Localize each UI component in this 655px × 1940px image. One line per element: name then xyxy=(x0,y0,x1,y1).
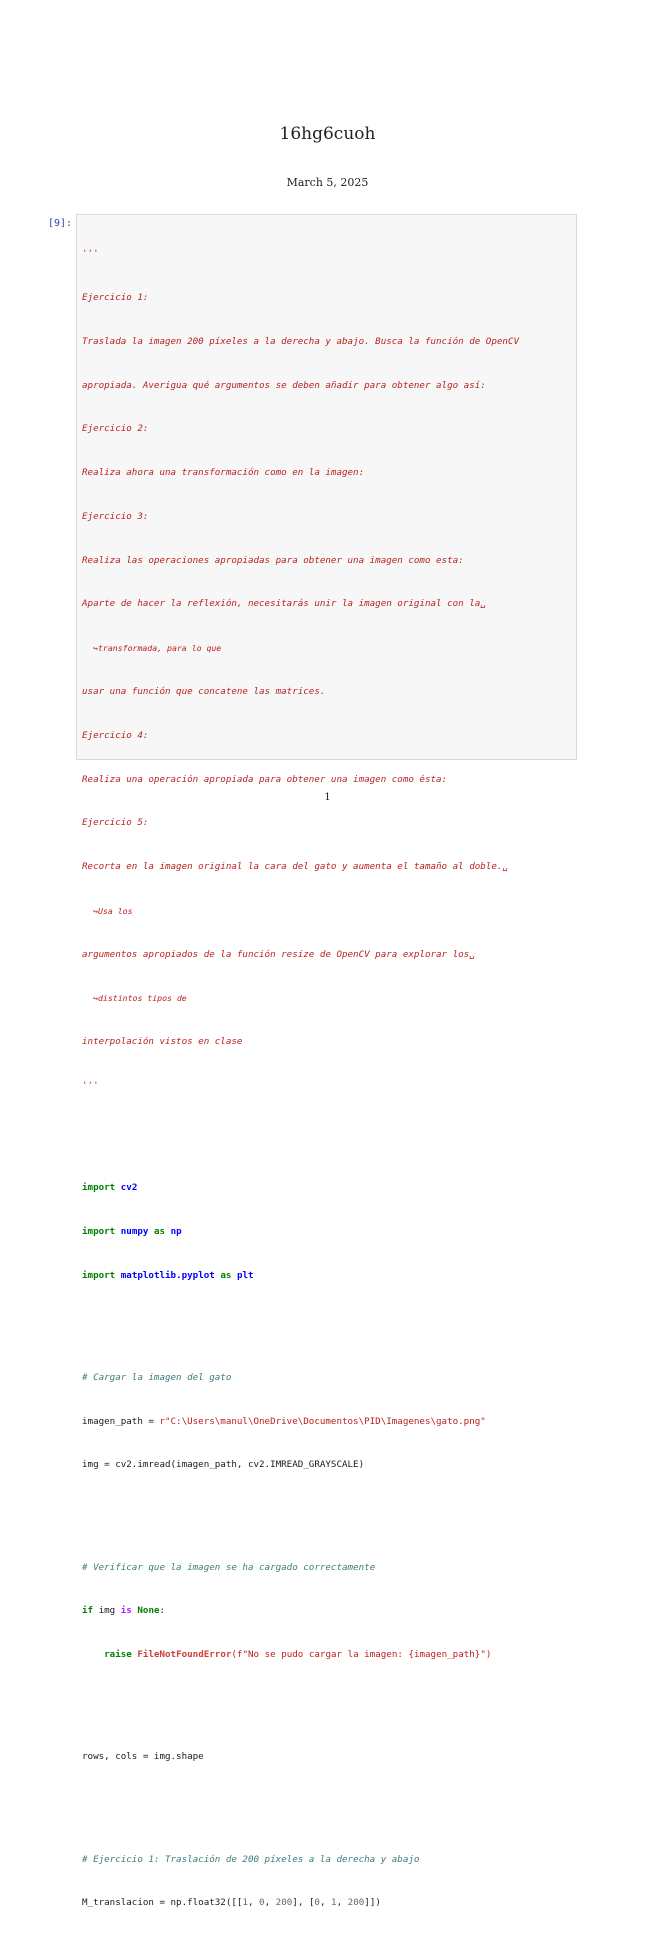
exception-name: FileNotFoundError xyxy=(137,1649,232,1661)
separator: , xyxy=(264,1897,276,1909)
docstring-text: apropiada. Averigua qué argumentos se deben añadir para obtener algo así: xyxy=(82,379,486,391)
if-keyword: if xyxy=(82,1605,94,1617)
docstring-continuation: ↪Usa los xyxy=(93,905,133,916)
docstring-text: Ejercicio 3: xyxy=(82,510,149,522)
docstring-line xyxy=(82,510,572,525)
docstring-wrap-line xyxy=(82,904,572,919)
code-comment: # Verificar que la imagen se ha cargado correctamente xyxy=(82,1561,376,1573)
row-separator: ], [ xyxy=(292,1897,315,1909)
import-keyword: import xyxy=(82,1225,116,1237)
fstring-variable: {imagen_path} xyxy=(408,1649,481,1661)
docstring-text: argumentos apropiados de la función resize de OpenCV para explorar los␣ xyxy=(82,948,475,960)
blank-line xyxy=(82,1123,572,1138)
matrix-line xyxy=(82,1896,572,1911)
docstring-wrap-line xyxy=(82,641,572,656)
docstring-line xyxy=(82,1079,572,1094)
import-cv2-line xyxy=(82,1181,572,1196)
number: 1 xyxy=(331,1897,337,1909)
fstring-part: ") xyxy=(480,1649,492,1661)
docstring-line xyxy=(82,291,572,306)
docstring-text: Ejercicio 4: xyxy=(82,729,149,741)
docstring-line xyxy=(82,247,572,262)
module-alias: plt xyxy=(236,1269,254,1281)
path-assign-line xyxy=(82,1415,572,1430)
colon: : xyxy=(159,1605,166,1617)
docstring-line xyxy=(82,860,572,875)
docstring-text: Realiza las operaciones apropiadas para obtener una imagen como esta: xyxy=(82,554,464,566)
docstring-text: Ejercicio 5: xyxy=(82,817,149,829)
docstring-line xyxy=(82,597,572,612)
import-keyword: import xyxy=(82,1269,116,1281)
import-matplotlib-line xyxy=(82,1269,572,1284)
docstring-text: Traslada la imagen 200 píxeles a la derecha y abajo. Busca la función de OpenCV xyxy=(82,335,519,347)
blank-line xyxy=(82,1794,572,1809)
comment-line xyxy=(82,1371,572,1386)
blank-line xyxy=(82,1502,572,1517)
code-cell[interactable] xyxy=(76,214,577,1909)
separator: , xyxy=(336,1897,348,1909)
docstring-text: Aparte de hacer la reflexión, necesitarás unir la imagen original con la␣ xyxy=(82,598,486,610)
docstring-line xyxy=(82,1035,572,1050)
number: 200 xyxy=(347,1897,365,1909)
if-line xyxy=(82,1604,572,1619)
import-numpy-line xyxy=(82,1225,572,1240)
number: 1 xyxy=(242,1897,248,1909)
code-comment: # Ejercicio 1: Traslación de 200 píxeles a la derecha y abajo xyxy=(82,1853,420,1865)
docstring-line xyxy=(82,773,572,788)
docstring-continuation: ↪transformada, para lo que xyxy=(93,643,222,654)
docstring-text: interpolación vistos en clase xyxy=(82,1036,243,1048)
docstring-line xyxy=(82,335,572,350)
imread-code: img = cv2.imread(imagen_path, cv2.IMREAD_GRAYSCALE) xyxy=(82,1459,365,1471)
docstring-text: Realiza ahora una transformación como en la imagen: xyxy=(82,467,365,479)
raise-line xyxy=(82,1648,572,1663)
docstring-line xyxy=(82,554,572,569)
matrix-end: ]]) xyxy=(364,1897,381,1909)
document-title: 16hg6cuoh xyxy=(279,124,376,144)
module-name: matplotlib.pyplot xyxy=(120,1269,215,1281)
docstring-text: ''' xyxy=(82,1080,99,1092)
separator: , xyxy=(247,1897,260,1909)
docstring-text: usar una función que concatene las matrices. xyxy=(82,686,326,697)
path-assign: imagen_path = xyxy=(82,1415,160,1427)
shape-code: rows, cols = img.shape xyxy=(82,1751,204,1763)
matrix-prefix: M_translacion = np.float32([[ xyxy=(82,1897,243,1909)
comment-line xyxy=(82,1853,572,1868)
docstring-text: Ejercicio 2: xyxy=(82,423,149,435)
docstring-wrap-line xyxy=(82,991,572,1006)
docstring-line xyxy=(82,816,572,831)
page-number: 1 xyxy=(324,792,331,803)
fstring-part: (f"No se pudo cargar la imagen: xyxy=(231,1649,409,1661)
path-string: r"C:\Users\manul\OneDrive\Documentos\PID\Imagenes\gato.png" xyxy=(159,1415,486,1427)
docstring-line xyxy=(82,729,572,744)
none-keyword: None xyxy=(137,1605,160,1617)
docstring-text: Recorta en la imagen original la cara del gato y aumenta el tamaño al doble.␣ xyxy=(82,861,508,873)
shape-line xyxy=(82,1750,572,1765)
module-name: cv2 xyxy=(120,1182,138,1194)
module-name: numpy xyxy=(120,1225,149,1237)
docstring-line xyxy=(82,685,572,700)
separator: , xyxy=(319,1897,332,1909)
docstring-text: Realiza una operación apropiada para obtener una imagen como ésta: xyxy=(82,773,448,785)
number: 0 xyxy=(314,1897,320,1909)
code-block xyxy=(82,218,572,1940)
import-keyword: import xyxy=(82,1182,116,1194)
docstring-text: ''' xyxy=(82,248,99,260)
docstring-text: Ejercicio 1: xyxy=(82,291,149,303)
blank-line xyxy=(82,1692,572,1707)
module-alias: np xyxy=(170,1225,182,1237)
imread-line xyxy=(82,1458,572,1473)
is-keyword: is xyxy=(120,1605,132,1617)
docstring-line xyxy=(82,948,572,963)
docstring-continuation: ↪distintos tipos de xyxy=(93,993,187,1004)
blank-line xyxy=(82,1313,572,1328)
document-date: March 5, 2025 xyxy=(286,176,369,189)
number: 200 xyxy=(275,1897,293,1909)
as-keyword: as xyxy=(153,1225,166,1237)
if-variable: img xyxy=(93,1605,121,1617)
number: 0 xyxy=(259,1897,265,1909)
cell-prompt: [9]: xyxy=(48,218,73,229)
docstring-line xyxy=(82,379,572,394)
docstring-line xyxy=(82,466,572,481)
docstring-line xyxy=(82,422,572,437)
comment-line xyxy=(82,1561,572,1576)
as-keyword: as xyxy=(220,1269,232,1281)
raise-keyword: raise xyxy=(104,1649,132,1661)
code-comment: # Cargar la imagen del gato xyxy=(82,1371,232,1383)
